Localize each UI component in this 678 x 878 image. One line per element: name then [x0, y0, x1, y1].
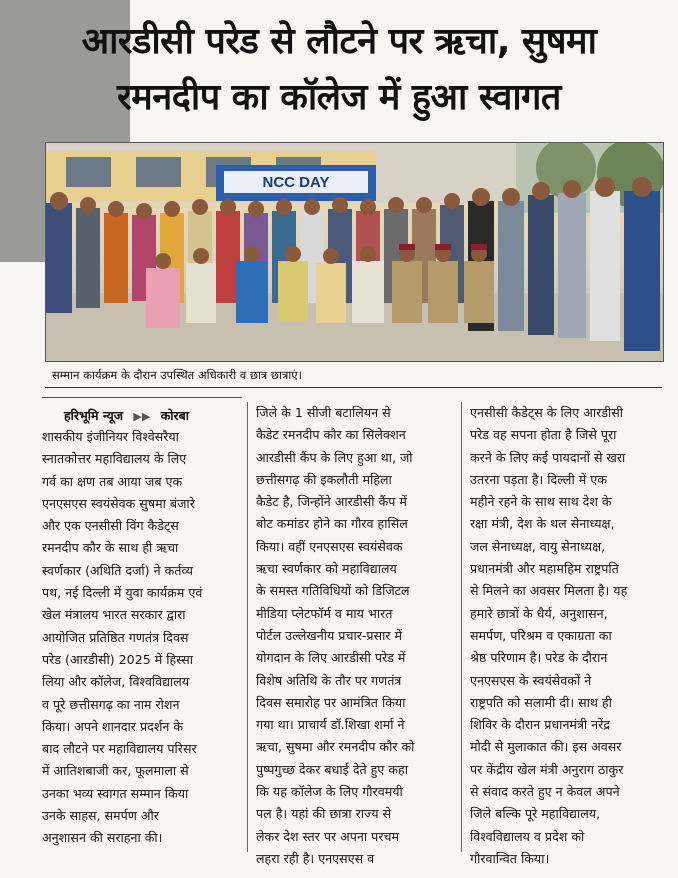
text-line: स्वर्णकार (अथिति दर्जा) ने कर्तव्य: [42, 562, 194, 578]
text-line: ऋचा, सुषमा और रमनदीप कौर को: [256, 739, 415, 755]
text-line: करने के लिए कई पायदानों से खरा: [470, 449, 626, 465]
text-line: बाद लौटने पर महाविद्यालय परिसर: [42, 741, 197, 757]
text-line: किया। अपने शानदार प्रदर्शन के: [42, 718, 184, 734]
text-line: शिविर के दौरान प्रधानमंत्री नरेंद्र: [470, 717, 611, 733]
group-photo: [45, 142, 664, 362]
text-line: से मिलने का अवसर मिलता है। यह: [470, 583, 628, 599]
text-line: एनएसएस के स्वयंसेवकों ने: [470, 672, 592, 688]
byline-place: कोरबा: [160, 408, 190, 423]
text-line: मोदी से मुलाकात की। इस अवसर: [470, 739, 622, 755]
text-line: गया था। प्राचार्य डॉ.शिखा शर्मा ने: [256, 717, 405, 733]
text-line: अनुशासन की सराहना की।: [42, 830, 163, 846]
text-line: मीडिया प्लेटफॉर्म व माय भारत: [256, 605, 393, 621]
text-line: विश्वविद्यालय व प्रदेश को: [470, 828, 585, 844]
article-column-1: [42, 426, 238, 850]
text-line: छत्तीसगढ़ की इकलौती महिला: [256, 471, 392, 487]
text-line: व पूरे छत्तीसगढ़ का नाम रोशन: [42, 696, 180, 712]
text-line: पोर्टल उल्लेखनीय प्रचार-प्रसार में: [256, 627, 403, 643]
headline: [0, 14, 678, 126]
text-line: रमनदीप कौर के साथ ही ऋचा: [42, 540, 179, 556]
text-line: उतरना पड़ता है। दिल्ली में एक: [470, 471, 607, 487]
text-line: पथ, नई दिल्ली में युवा कार्यक्रम एवं: [42, 585, 203, 601]
text-line: कैडेट रमनदीप कौर का सिलेक्शन: [256, 427, 406, 443]
text-line: लहरा रही है। एनएसएस व: [256, 850, 375, 866]
text-line: विशेष अतिथि के तौर पर गणतंत्र: [256, 672, 402, 688]
text-line: कि यह कॉलेज के लिए गौरवमयी: [256, 784, 403, 800]
text-line: परेड (आरडीसी) 2025 में हिस्सा: [42, 651, 194, 667]
text-line: परेड वह सपना होता है जिसे पूरा: [470, 427, 617, 443]
text-line: जिले बल्कि पूरे महाविद्यालय,: [470, 806, 601, 822]
text-line: आरडीसी कैंप के लिए हुआ था, जो: [256, 449, 413, 465]
text-line: बोट कमांडर होने का गौरव हासिल: [256, 516, 408, 532]
text-line: एनएसएस स्वयंसेवक सुषमा बंजारे: [42, 495, 195, 511]
banner-text: NCC DAY: [262, 174, 330, 191]
article-column-2: [256, 402, 452, 870]
text-line: उनका भव्य स्वागत सम्मान किया: [42, 785, 189, 801]
text-line: महीने रहने के साथ साथ देश के: [470, 494, 612, 510]
text-line: आयोजित प्रतिष्ठित गणतंत्र दिवस: [42, 629, 189, 645]
text-line: किया। वहीं एनएसएस स्वयंसेवक: [256, 538, 403, 554]
byline-source: हरिभूमि न्यूज: [64, 408, 124, 423]
text-line: और एक एनसीसी विंग कैडेट्स: [42, 518, 179, 534]
text-line: समर्पण, परिश्रम व एकाग्रता का: [470, 627, 612, 643]
text-line: पुष्पगुच्छ देकर बधाई देते हुए कहा: [256, 761, 408, 777]
text-line: प्रधानमंत्री और महामहिम राष्ट्रपति: [470, 561, 619, 577]
text-line: दिवस समारोह पर आमंत्रित किया: [256, 694, 406, 710]
text-line: से संवाद करते हुए न केवल अपने: [470, 784, 620, 800]
byline-arrow-icon: ▶▶: [133, 410, 151, 423]
headline-line-2: रमनदीप का कॉलेज में हुआ स्वागत: [117, 77, 561, 118]
text-line: रक्षा मंत्री, देश के थल सेनाध्यक्ष,: [470, 516, 615, 532]
text-line: हमारे छात्रों के धैर्य, अनुशासन,: [470, 605, 608, 621]
text-line: में आतिशबाजी कर, फूलमाला से: [42, 763, 189, 779]
text-line: शासकीय इंजीनियर विश्वेसरैया: [42, 429, 179, 444]
column-divider-2: [461, 402, 462, 852]
column-divider-1: [247, 402, 248, 852]
text-line: स्नातकोत्तर महाविद्यालय के लिए: [42, 451, 187, 467]
text-line: कैडेट है, जिन्होंने आरडीसी कैंप में: [256, 494, 407, 510]
text-line: पल है। यहां की छात्रा राज्य से: [256, 806, 392, 822]
text-line: जिले के 1 सीजी बटालियन से: [256, 405, 391, 420]
byline-rule: [42, 397, 242, 398]
text-line: गर्व का क्षण तब आया जब एक: [42, 473, 183, 489]
text-line: राष्ट्रपति को सलामी दी। साथ ही: [470, 694, 612, 710]
text-line: ऋचा स्वर्णकार को महाविद्यालय: [256, 561, 397, 577]
text-line: लिया और कॉलेज, विश्वविद्यालय: [42, 674, 190, 690]
text-line: गौरवान्वित किया।: [470, 850, 550, 866]
text-line: जल सेनाध्यक्ष, वायु सेनाध्यक्ष,: [470, 538, 606, 554]
text-line: श्रेष्ठ परिणाम है। परेड के दौरान: [470, 650, 608, 666]
text-line: पर केंद्रीय खेल मंत्री अनुराग ठाकुर: [470, 761, 624, 777]
photo-caption: सम्मान कार्यक्रम के दौरान उपस्थित अधिकारी व छात्र छात्राएं।: [52, 368, 303, 382]
byline: [64, 407, 189, 424]
text-line: उनके साहस, समर्पण और: [42, 808, 159, 824]
text-line: योगदान के लिए आरडीसी परेड में: [256, 650, 406, 666]
text-line: एनसीसी कैडेट्स के लिए आरडीसी: [470, 405, 624, 420]
headline-line-1: आरडीसी परेड से लौटने पर ऋचा, सुषमा: [81, 21, 597, 62]
text-line: खेल मंत्रालय भारत सरकार द्वारा: [42, 607, 186, 623]
article-column-3: [470, 402, 666, 870]
text-line: के समस्त गतिविधियों को डिजिटल: [256, 583, 410, 599]
text-line: लेकर देश स्तर पर अपना परचम: [256, 828, 400, 844]
